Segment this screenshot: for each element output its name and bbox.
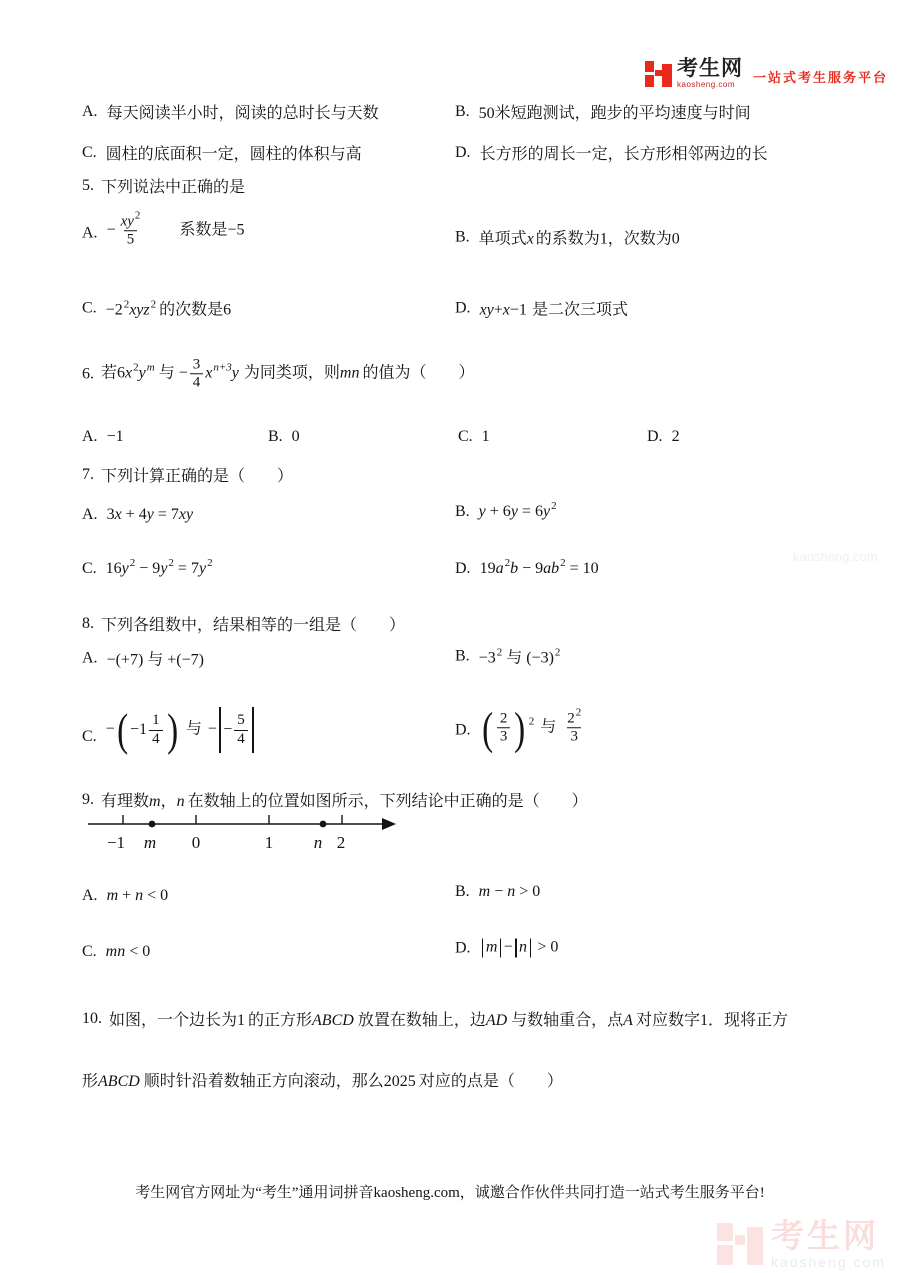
question-number: 6.: [82, 365, 94, 382]
option-label: B.: [268, 428, 283, 445]
option-label: C.: [82, 943, 97, 960]
option-label: C.: [82, 560, 97, 577]
option-label: C.: [458, 428, 473, 445]
q9-option-d: [455, 939, 558, 958]
q7-option-d: [455, 557, 599, 578]
q9-option-c: [82, 943, 150, 961]
question-number: 7.: [82, 465, 94, 483]
point-n-dot: [320, 821, 327, 828]
q9-option-b: [455, 883, 540, 901]
q8-option-a: [82, 647, 204, 670]
watermark-logo: [717, 1219, 886, 1269]
option-label: D.: [455, 299, 471, 316]
q7-option-b: [455, 500, 557, 521]
q7-option-a: [82, 506, 193, 524]
footer-text: 考生网官方网址为“考生”通用词拼音kaosheng.com，诚邀合作伙伴共同打造一站式考生服务平台!: [135, 1185, 765, 1201]
point-n-label: n: [313, 833, 323, 852]
kaosheng-logo-text: [677, 58, 743, 89]
option-label: B.: [455, 102, 470, 120]
q5-option-c: [82, 297, 231, 320]
option-text: 圆柱的底面积一定，圆柱的体积与高: [105, 146, 362, 163]
q6-option-d: [647, 428, 680, 446]
q10-line2: [82, 1068, 563, 1091]
point-m-label: m: [143, 833, 157, 852]
option-formula: ( $\frac{2}{3}$ ) $^2$ 与 $\frac{2^2}{3}$: [481, 702, 582, 753]
watermark-brand: 考生网: [770, 1217, 879, 1254]
option-label: D.: [455, 560, 471, 577]
option-formula: −1: [106, 428, 124, 445]
option-label: B.: [455, 647, 470, 664]
question-number: 5.: [82, 176, 94, 194]
kaosheng-logo: [645, 58, 888, 89]
option-formula: mn < 0: [105, 943, 151, 960]
option-formula: xy+x−1 是二次三项式: [479, 301, 628, 319]
q8-option-c: [82, 704, 256, 755]
option-label: C.: [82, 728, 97, 745]
q4-option-b: [455, 100, 751, 123]
q8-stem: [82, 612, 405, 635]
option-formula: −( −1 $\frac{1}{4}$ ) 与 − − $\frac{5}{4}$: [106, 707, 256, 753]
q7-stem: [82, 463, 293, 486]
question-formula: 有理数m，n 在数轴上的位置如图所示，下列结论中正确的是（ ）: [101, 793, 588, 810]
option-formula: $-3^2$ 与 $(-3)^2$: [478, 646, 561, 667]
option-formula: $19a^2b - 9ab^2 = 10$: [479, 557, 599, 577]
question-number: 9.: [82, 790, 94, 808]
number-line-figure: [86, 804, 402, 856]
q5-option-b: [455, 226, 680, 249]
q6-option-a: [82, 428, 124, 446]
option-label: A.: [82, 102, 98, 120]
option-label: A.: [82, 428, 98, 445]
brand-domain: kaosheng.com: [677, 80, 736, 89]
tick-label: 2: [336, 833, 346, 852]
option-text: 长方形的周长一定，长方形相邻两边的长: [479, 146, 768, 163]
question-formula: 若$6x^2y^m$ 与 − $\frac{3}{4}$ $x^{n+3}y$ 为同类项，则mn 的值为（ ）: [101, 356, 475, 391]
question-number: 10.: [82, 1009, 102, 1027]
option-formula: 0: [291, 428, 300, 445]
question-text: 下列各组数中，结果相等的一组是（ ）: [101, 617, 406, 634]
option-label: B.: [455, 883, 470, 900]
kaosheng-logo-icon: [645, 59, 672, 89]
option-label: D.: [455, 143, 471, 161]
option-label: C.: [82, 299, 97, 316]
q6-option-c: [458, 428, 490, 446]
option-label: C.: [82, 143, 97, 161]
q9-option-a: [82, 887, 168, 905]
option-formula: 2: [671, 428, 680, 445]
question-number: 8.: [82, 614, 94, 632]
q5-stem: [82, 174, 245, 197]
option-formula: m − n > 0: [478, 883, 541, 900]
option-label: A.: [82, 223, 98, 241]
brand-name: 考生网: [677, 57, 743, 80]
tick-label: 1: [264, 833, 274, 852]
q5-option-a: [82, 209, 245, 249]
tick-label: 0: [191, 833, 201, 852]
q4-option-d: [455, 141, 768, 164]
option-formula: $-2^2xyz^2$ 的次数是6: [105, 298, 232, 319]
option-label: A.: [82, 506, 98, 523]
brand-tagline: 一站式考生服务平台: [753, 70, 889, 85]
q10-line1: [82, 1007, 788, 1030]
question-text: 下列说法中正确的是: [101, 179, 246, 196]
q6-option-b: [268, 428, 300, 446]
option-formula: −(+7) 与 +(−7): [106, 651, 204, 669]
question-text: 下列计算正确的是（ ）: [101, 468, 294, 485]
option-label: A.: [82, 887, 98, 904]
option-formula: 1: [481, 428, 490, 445]
option-formula: − $\frac{xy^2}{5}$ 系数是−5: [106, 209, 245, 248]
question-formula: 如图，一个边长为1 的正方形ABCD 放置在数轴上，边AD 与数轴重合，点A 对应数字1．现将正方: [109, 1012, 788, 1029]
watermark-text: [771, 1219, 886, 1269]
option-label: B.: [455, 503, 470, 520]
option-formula: 3x + 4y = 7xy: [106, 506, 194, 523]
option-label: A.: [82, 649, 98, 666]
option-label: D.: [647, 428, 663, 445]
q6-stem: [82, 356, 474, 392]
option-formula: m + n < 0: [106, 887, 169, 904]
tick-label: −1: [106, 833, 126, 852]
option-label: D.: [455, 720, 471, 738]
q4-option-a: [82, 100, 379, 123]
watermark-domain: kaosheng.com: [770, 1254, 886, 1270]
q4-option-c: [82, 141, 362, 164]
q8-option-b: [455, 645, 560, 668]
q7-option-c: [82, 557, 213, 578]
question-formula: 形ABCD 顺时针沿着数轴正方向滚动，那么2025 对应的点是（ ）: [82, 1073, 563, 1090]
q5-option-d: [455, 297, 628, 320]
option-label: D.: [455, 939, 471, 956]
option-formula: $y + 6y = 6y^2$: [478, 500, 557, 520]
option-label: B.: [455, 228, 470, 245]
option-formula: $16y^2 - 9y^2 = 7y^2$: [105, 557, 213, 577]
q8-option-d: [455, 702, 586, 753]
point-m-dot: [149, 821, 156, 828]
option-formula: m − n > 0: [480, 939, 559, 958]
watermark-logo-icon: [717, 1219, 763, 1269]
faint-watermark: kaosheng.com: [793, 549, 878, 564]
option-text: 每天阅读半小时，阅读的总时长与天数: [106, 105, 379, 122]
option-text: 50米短跑测试，跑步的平均速度与时间: [478, 105, 751, 122]
option-formula: 单项式x 的系数为1，次数为0: [478, 230, 680, 248]
